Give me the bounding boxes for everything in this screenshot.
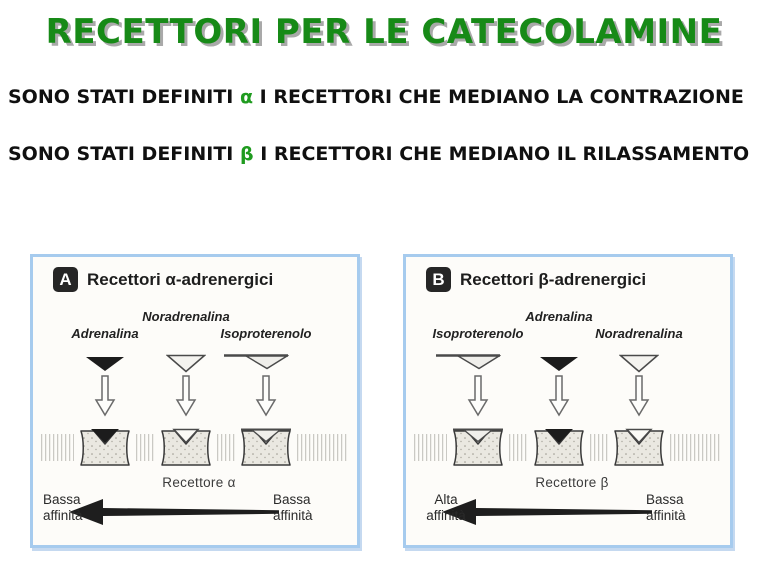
alpha-symbol: α xyxy=(239,86,254,108)
wide-triangle-shape xyxy=(435,353,501,370)
statement-alpha-prefix: SONO STATI DEFINITI xyxy=(8,86,240,108)
ligand-label-adrenalina: Adrenalina xyxy=(525,309,593,324)
ligand-label-adrenalina: Adrenalina xyxy=(71,326,139,341)
affinity-label-left: Alta affinità xyxy=(426,492,466,523)
receptor-label-alpha: Recettore α xyxy=(162,475,236,490)
filled-triangle-shape xyxy=(539,355,579,372)
outline-triangle-shape xyxy=(619,354,659,373)
receptor-block-overhang xyxy=(447,427,509,469)
panel-b-title: Recettori β-adrenergici xyxy=(460,270,647,289)
receptor-block-fitted-filled xyxy=(528,427,590,469)
ligand-label-isoproterenolo: Isoproterenolo xyxy=(220,326,312,341)
statement-beta xyxy=(8,143,749,165)
affinity-label-right: Bassa affinità xyxy=(646,492,686,523)
membrane-band xyxy=(670,434,720,461)
ligand-label-isoproterenolo: Isoproterenolo xyxy=(432,326,524,341)
panel-a-title: Recettori α-adrenergici xyxy=(87,270,274,289)
receptor-label-beta: Recettore β xyxy=(535,475,609,490)
down-arrow-icon xyxy=(628,375,650,417)
beta-symbol: β xyxy=(239,143,254,165)
membrane-band xyxy=(509,434,528,461)
down-arrow-icon xyxy=(548,375,570,417)
statement-beta-suffix: I RECETTORI CHE MEDIANO IL RILASSAMENTO xyxy=(253,143,750,165)
panel-a-badge: A xyxy=(53,267,78,292)
statement-beta-prefix: SONO STATI DEFINITI xyxy=(8,143,240,165)
outline-triangle-shape xyxy=(166,354,206,373)
wide-triangle-shape xyxy=(223,353,289,370)
down-arrow-icon xyxy=(255,375,277,417)
statement-alpha xyxy=(8,86,744,108)
statement-alpha-suffix: I RECETTORI CHE MEDIANO LA CONTRAZIONE xyxy=(253,86,744,108)
down-arrow-icon xyxy=(94,375,116,417)
down-arrow-icon xyxy=(175,375,197,417)
filled-triangle-shape xyxy=(85,355,125,372)
membrane-band xyxy=(136,434,155,461)
receptor-block-fitted-outline xyxy=(608,427,670,469)
receptor-block-fitted-filled xyxy=(74,427,136,469)
panel-beta-receptors xyxy=(403,254,733,548)
membrane-band xyxy=(217,434,235,461)
membrane-band xyxy=(297,434,347,461)
panel-alpha-receptors xyxy=(30,254,360,548)
receptor-block-fitted-outline xyxy=(155,427,217,469)
membrane-band xyxy=(414,434,447,461)
panel-b-badge: B xyxy=(426,267,451,292)
affinity-label-right: Bassa affinità xyxy=(273,492,313,523)
ligand-label-noradrenalina: Noradrenalina xyxy=(142,309,230,324)
receptor-block-overhang xyxy=(235,427,297,469)
down-arrow-icon xyxy=(467,375,489,417)
affinity-label-left: Bassa affinità xyxy=(43,492,83,523)
membrane-band xyxy=(590,434,608,461)
ligand-label-noradrenalina: Noradrenalina xyxy=(595,326,683,341)
page-title: RECETTORI PER LE CATECOLAMINE xyxy=(45,12,723,52)
membrane-band xyxy=(41,434,74,461)
